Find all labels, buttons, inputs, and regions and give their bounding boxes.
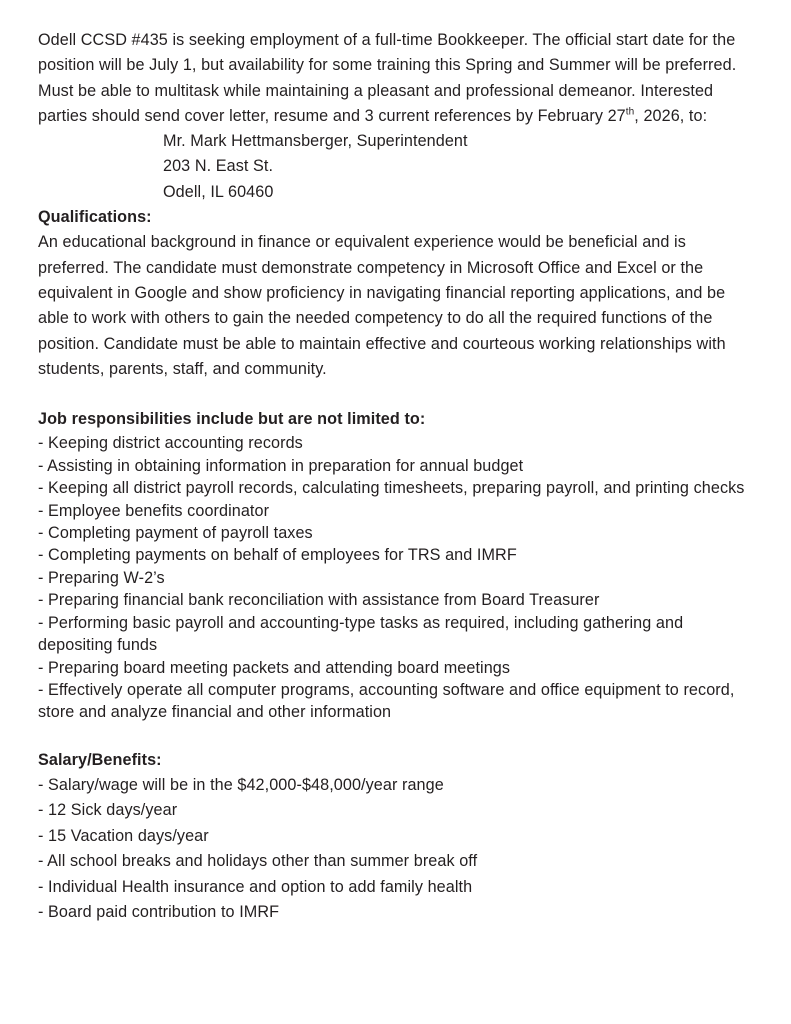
responsibilities-list <box>38 432 758 723</box>
address-line-recipient: Mr. Mark Hettmansberger, Superintendent <box>163 132 468 151</box>
document-body <box>38 28 758 925</box>
list-item: - Board paid contribution to IMRF <box>38 903 280 922</box>
section-spacer-responsibilities <box>38 382 758 407</box>
intro-text-before-date: Odell CCSD #435 is seeking employment of a full-time Bookkeeper. The official start date for the position will be July 1, but availability for some training this Spring and Summer will be preferred. Must be able to multitask while maintaining a pleasant and professional demeanor. Interested parties should send cover letter, resume and 3 current references by February 27 <box>38 31 737 125</box>
list-item: - Employee benefits coordinator <box>38 501 270 520</box>
list-item: - Keeping all district payroll records, calculating timesheets, preparing payroll, and printing checks <box>38 479 745 498</box>
list-item: - Salary/wage will be in the $42,000-$48,000/year range <box>38 776 444 795</box>
list-item: - Completing payments on behalf of employees for TRS and IMRF <box>38 546 517 565</box>
address-line-street: 203 N. East St. <box>163 157 274 176</box>
list-item: - 12 Sick days/year <box>38 801 178 820</box>
section-spacer-salary <box>38 724 758 748</box>
list-item: - Preparing W-2’s <box>38 568 165 587</box>
list-item: - Effectively operate all computer programs, accounting software and office equipment to record, store and analyze financial and other information <box>38 680 735 722</box>
qualifications-paragraph: An educational background in finance or equivalent experience would be beneficial and is preferred. The candidate must demonstrate competency in Microsoft Office and Excel or the equivalent in Google and show proficiency in navigating financial reporting applications, and be able to work with others to gain the needed competency to do all the required functions of the position. Candidate must be able to maintain effective and courteous working relationships with students, parents, staff, and community. <box>38 233 726 378</box>
list-item: - 15 Vacation days/year <box>38 826 209 845</box>
list-item: - Preparing financial bank reconciliation with assistance from Board Treasurer <box>38 591 600 610</box>
address-line-city-state-zip: Odell, IL 60460 <box>163 182 274 201</box>
qualifications-heading: Qualifications: <box>38 208 152 227</box>
list-item: - Individual Health insurance and option to add family health <box>38 877 473 896</box>
list-item: - Performing basic payroll and accounting-type tasks as required, including gathering and depositing funds <box>38 613 684 655</box>
address-block <box>38 129 758 205</box>
list-item: - Assisting in obtaining information in preparation for annual budget <box>38 456 524 475</box>
salary-benefits-list <box>38 773 758 925</box>
date-ordinal-suffix: th <box>625 106 635 118</box>
responsibilities-heading: Job responsibilities include but are not limited to: <box>38 410 426 429</box>
salary-benefits-heading: Salary/Benefits: <box>38 750 162 769</box>
list-item: - Keeping district accounting records <box>38 434 303 453</box>
list-item: - Completing payment of payroll taxes <box>38 524 313 543</box>
list-item: - Preparing board meeting packets and attending board meetings <box>38 658 511 677</box>
intro-paragraph <box>38 28 758 129</box>
intro-text-after-date: , 2026, to: <box>634 106 708 125</box>
list-item: - All school breaks and holidays other than summer break off <box>38 852 478 871</box>
